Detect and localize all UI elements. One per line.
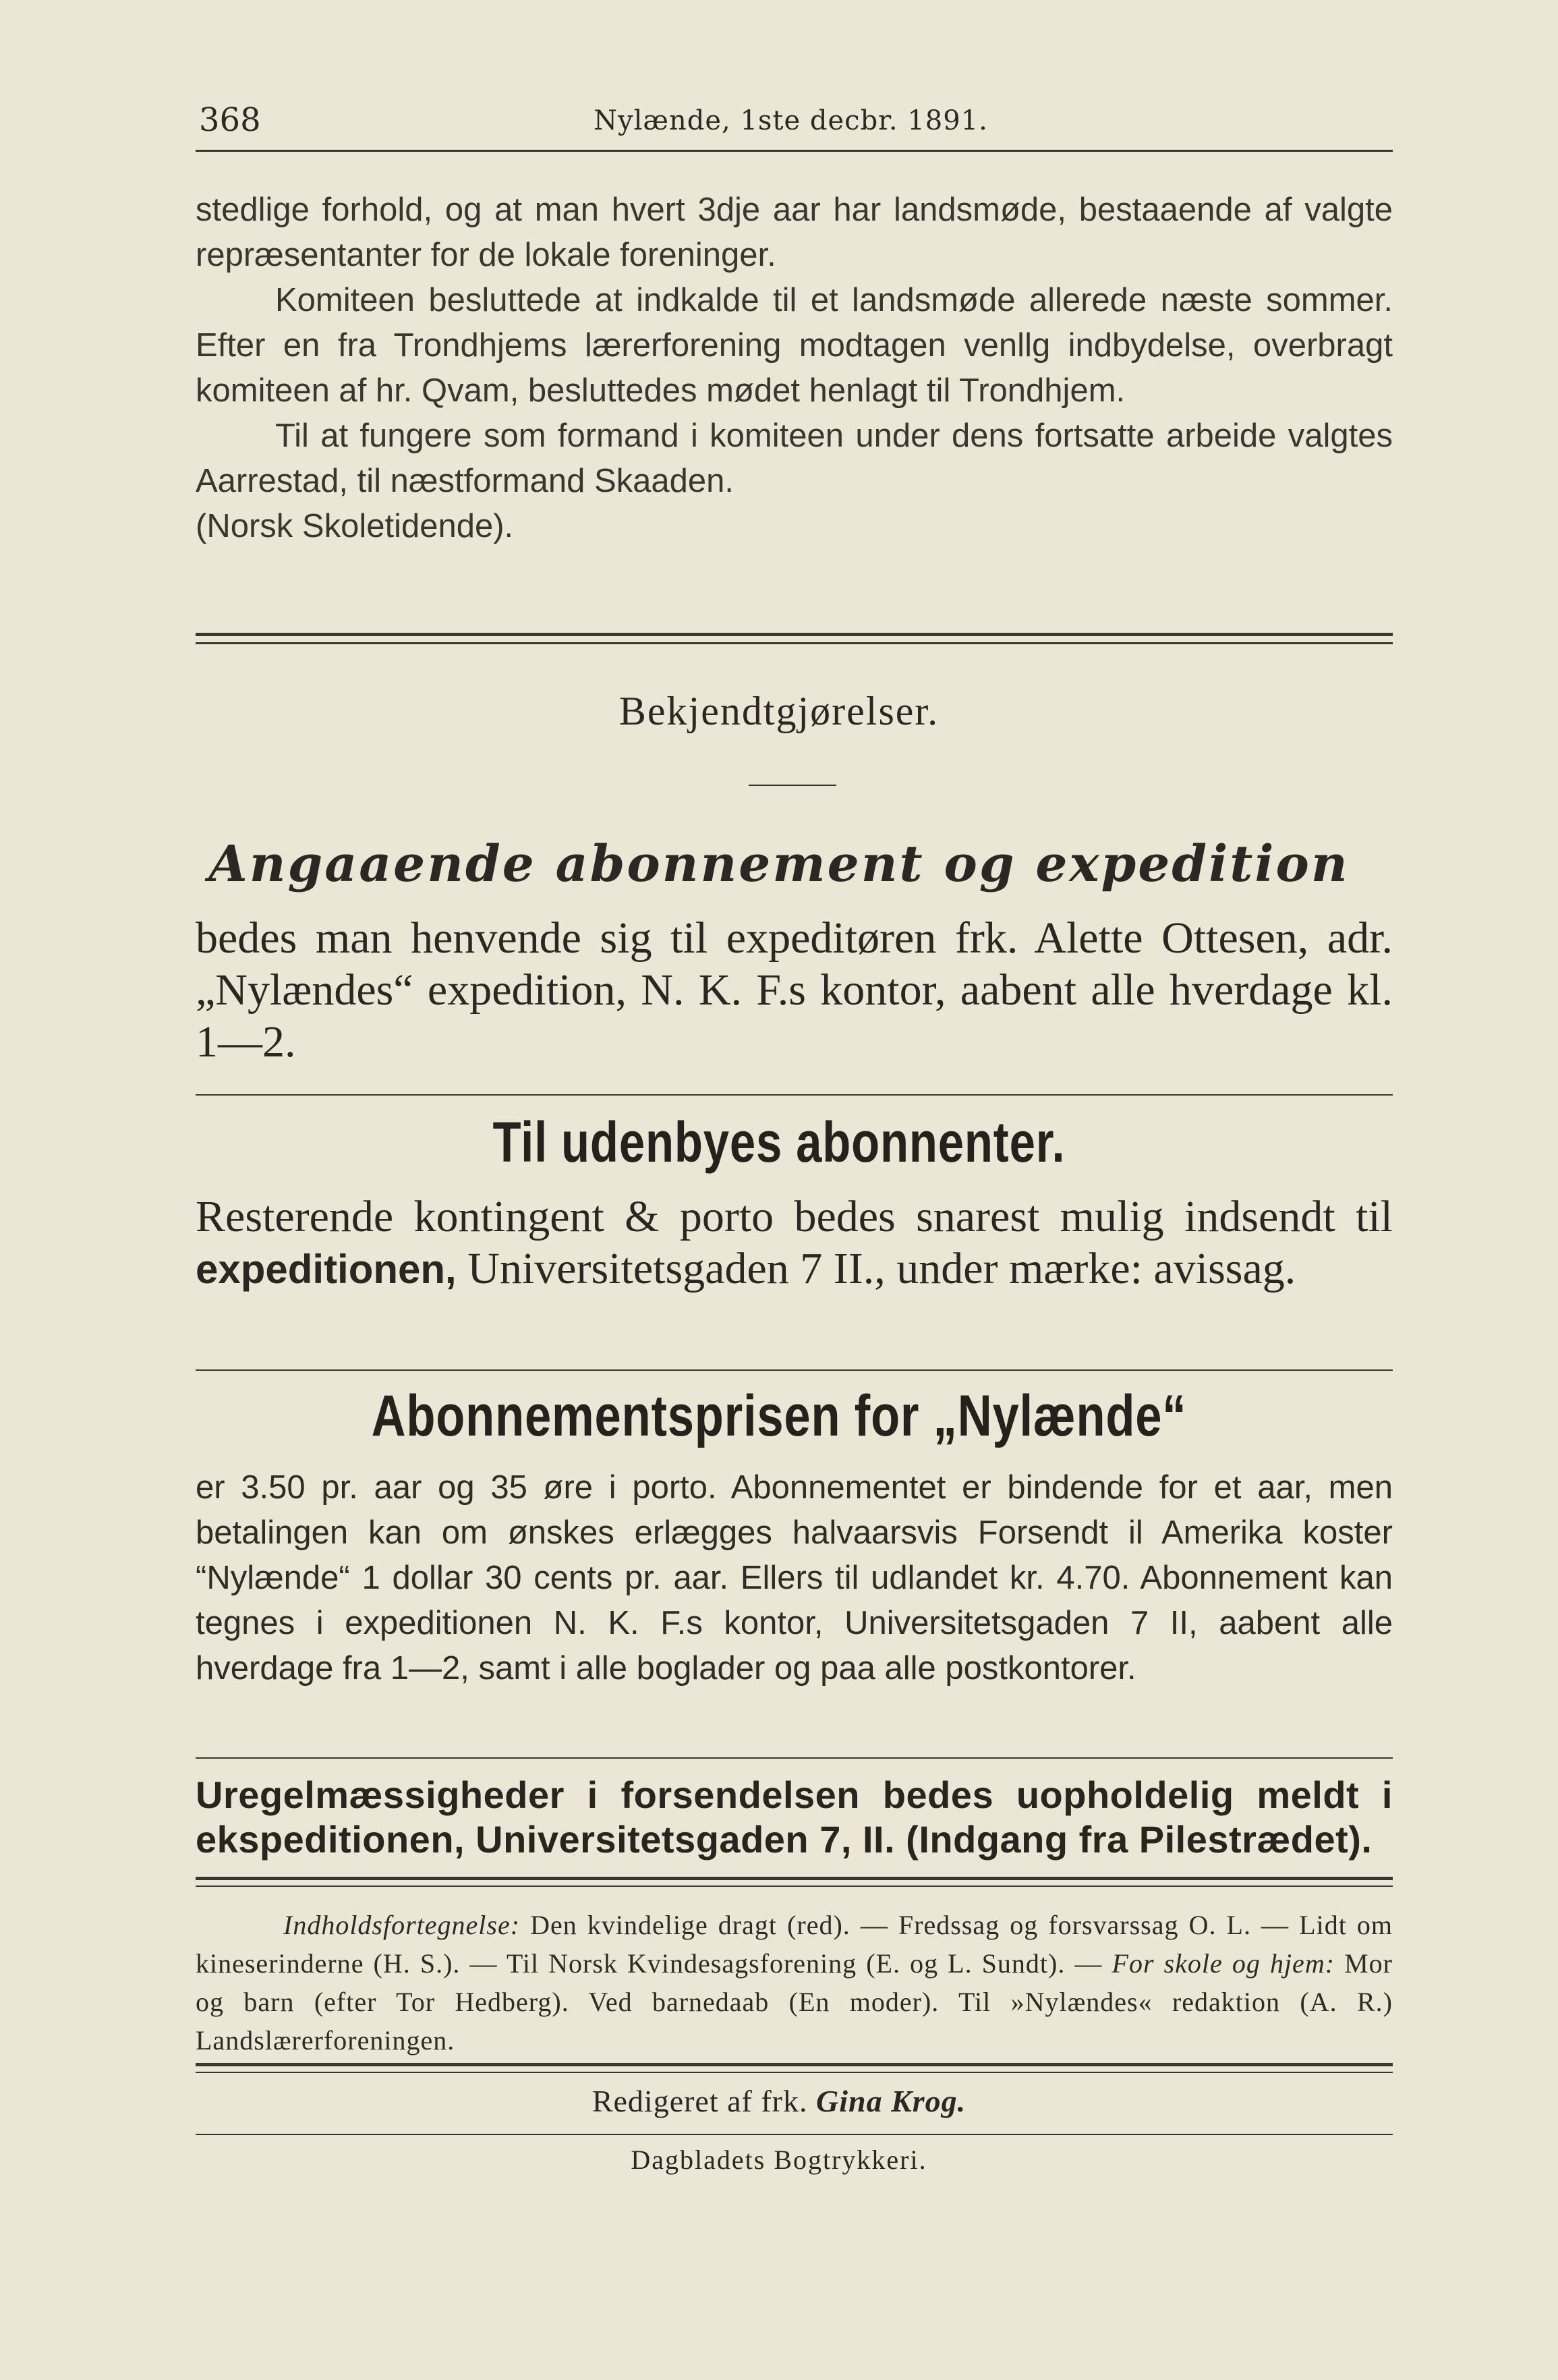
editor-name: Gina Krog. (816, 2084, 966, 2118)
section-rule-top (196, 633, 1393, 636)
out-of-town-body-end: Universitetsgaden 7 II., under mærke: avissag. (456, 1244, 1296, 1293)
running-title: Nylænde, 1ste decbr. 1891. (594, 105, 988, 136)
price-heading-wrap (0, 1383, 1558, 1450)
toc-section-label: For skole og hjem: (1112, 1948, 1335, 1979)
divider-rule-1 (196, 1094, 1393, 1096)
divider-rule-3 (196, 1757, 1393, 1759)
toc-text-2: Mor og barn (efter Tor Hedberg). Ved barnedaab (En moder). Til »Nylændes« redaktion (A. R.) Landslærerforeningen. (196, 1948, 1393, 2056)
intro-paragraph-1: stedlige forhold, og at man hvert 3dje aar har landsmøde, bestaaende af valgte repræsentanter for de lokale foreninger. (196, 192, 1393, 273)
divider-rule-2 (196, 1369, 1393, 1371)
page-number: 368 (199, 101, 261, 139)
out-of-town-body-start: Resterende kontingent & porto bedes snarest mulig indsendt til (196, 1192, 1393, 1241)
expedition-heading: Angaaende abonnement og expedition (208, 835, 1350, 893)
out-of-town-body-bold: expeditionen, (196, 1247, 457, 1292)
editor-prefix: Redigeret af frk. (592, 2084, 816, 2118)
price-body: er 3.50 pr. aar og 35 øre i porto. Abonnementet er bindende for et aar, men betalingen kan om ønskes erlægges halvaarsvis Forsendt il Amerika koster “Nylænde“ 1 dollar 30 cents pr. aar. Ellers til udlandet kr. 4.70. Abonnement kan tegnes i expeditionen N. K. F.s kontor, Universitetsgaden 7 II, aabent alle hverdage fra 1—2, samt i alle boglader og paa alle postkontorer. (196, 1469, 1393, 1687)
out-of-town-heading: Til udenbyes abonnenter. (492, 1110, 1066, 1174)
footer-rule-last (196, 2134, 1393, 2135)
price-section (196, 1465, 1393, 1691)
out-of-town-heading-wrap (0, 1110, 1558, 1175)
toc-section (196, 1906, 1393, 2060)
toc-rule-bottom (196, 1886, 1393, 1887)
toc-text-1: Den kvindelige dragt (red). — Fredssag og forsvarssag O. L. — Lidt om kineserinderne (H. S.). — Til Norsk Kvindesagsforening (E. og L. Sundt). — (196, 1910, 1393, 1979)
title-short-rule (749, 785, 836, 786)
expedition-body: bedes man henvende sig til expeditøren frk. Alette Ottesen, adr. „Nylændes“ expedition, N. K. F.s kontor, aabent alle hverdage kl. 1—2. (196, 913, 1393, 1067)
source-citation: (Norsk Skoletidende). (196, 508, 514, 544)
footer-rule-bottom (196, 2072, 1393, 2073)
section-rule-bottom (196, 642, 1393, 644)
intro-paragraph-3-text: Til at fungere som formand i komiteen under dens fortsatte arbeide valgtes Aarrestad, til næstformand Skaaden. (196, 418, 1393, 499)
toc-text (196, 1906, 1393, 2060)
editor-line (0, 2083, 1558, 2119)
toc-rule-top (196, 1877, 1393, 1880)
intro-paragraph-3 (196, 414, 1393, 504)
out-of-town-body (196, 1191, 1393, 1295)
expedition-section (196, 912, 1393, 1068)
price-heading: Abonnementsprisen for „Nylænde“ (371, 1384, 1187, 1448)
printer-line: Dagbladets Bogtrykkeri. (631, 2145, 927, 2175)
footer-rule-top (196, 2063, 1393, 2066)
irregularities-notice: Uregelmæssigheder i forsendelsen bedes uopholdelig meldt i ekspeditionen, Universitetsgaden 7, II. (Indgang fra Pilestrædet). (196, 1774, 1393, 1861)
irregularities-section (196, 1773, 1393, 1862)
header-rule (196, 150, 1393, 152)
intro-paragraph-2 (196, 278, 1393, 414)
announcements-title: Bekjendtgjørelser. (618, 689, 940, 733)
intro-paragraph-2-text: Komiteen besluttede at indkalde til et landsmøde allerede næste sommer. Efter en fra Trondhjems lærerforening modtagen venllg indbydelse, overbragt komiteen af hr. Qvam, besluttedes mødet henlagt til Trondhjem. (196, 282, 1393, 409)
page-header (196, 101, 1389, 148)
toc-label: Indholdsfortegnelse: (283, 1910, 521, 1940)
out-of-town-section (196, 1191, 1393, 1295)
intro-section (196, 188, 1393, 549)
